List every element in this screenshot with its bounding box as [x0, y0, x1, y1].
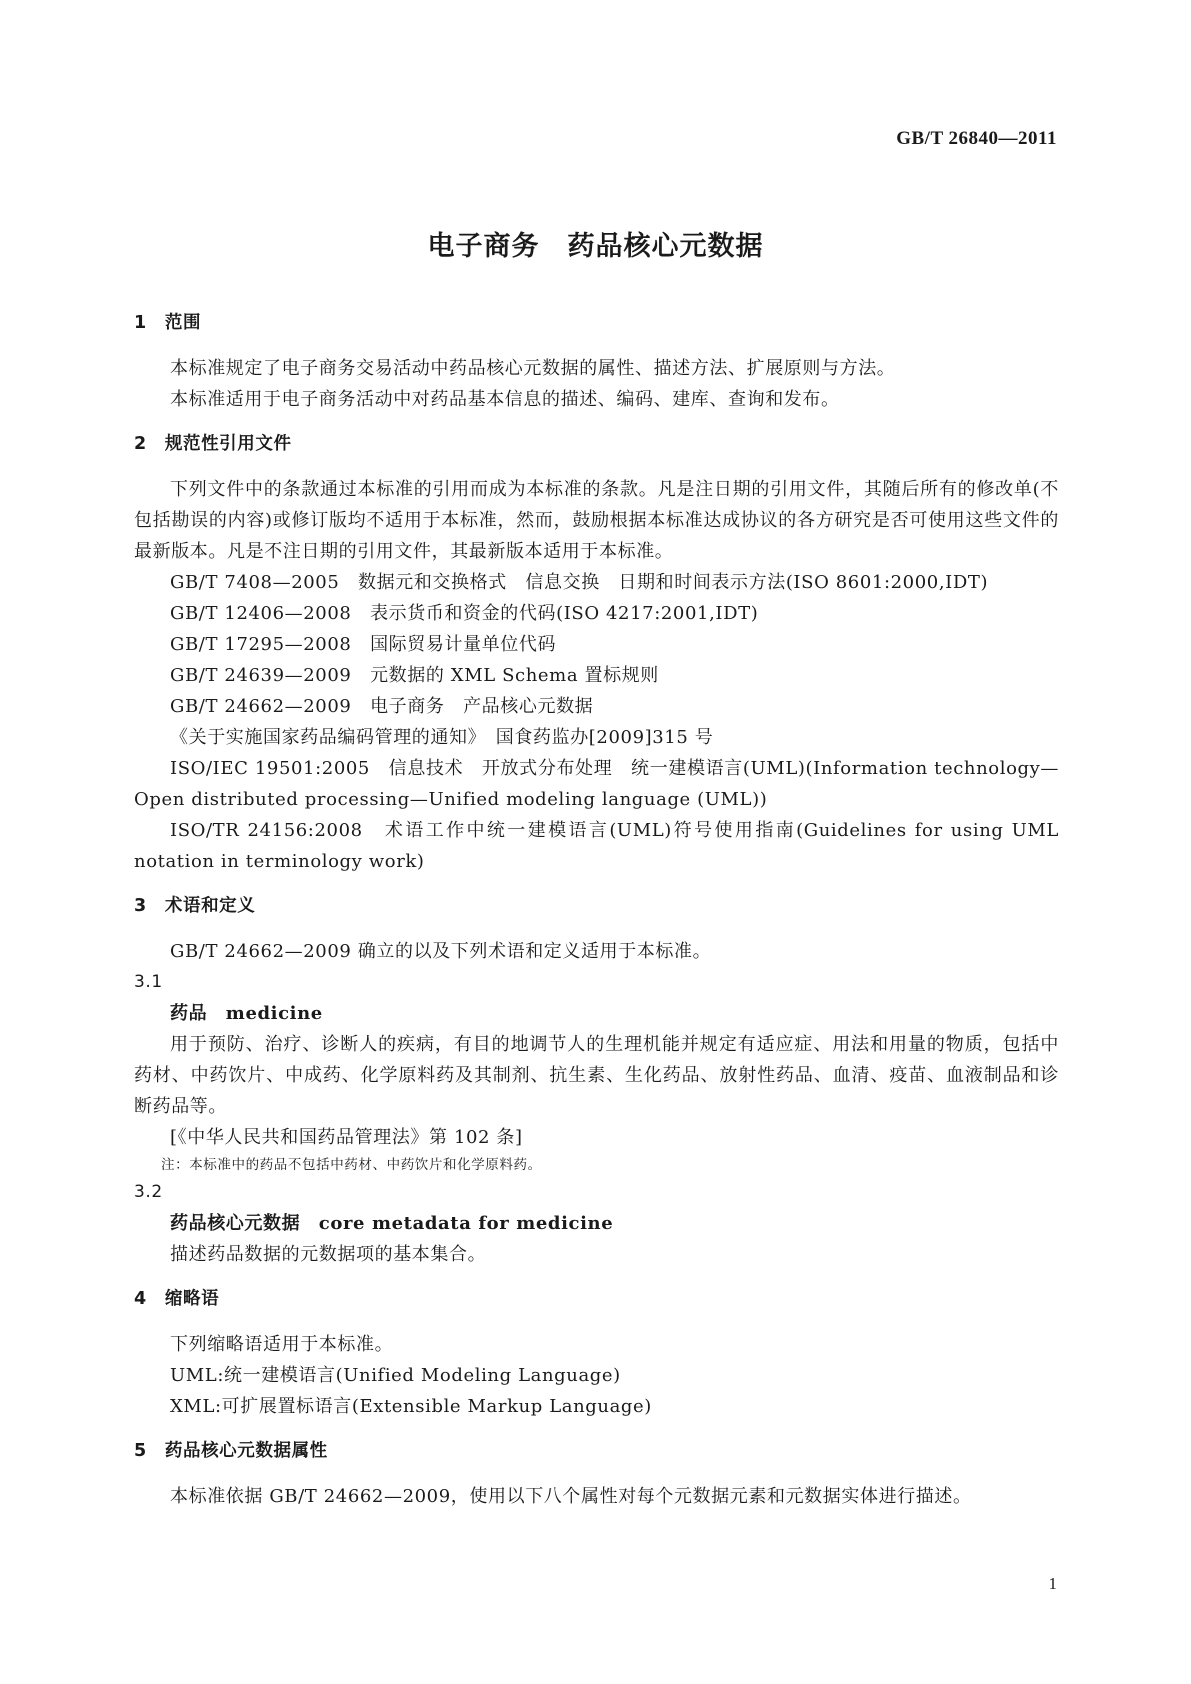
term-source: [《中华人民共和国药品管理法》第 102 条]: [170, 1127, 523, 1148]
page-number: 1: [1048, 1574, 1057, 1593]
term-number: 3.2: [134, 1182, 163, 1202]
section-heading-core-metadata-attributes: 5 药品核心元数据属性: [134, 1441, 328, 1461]
references-intro: 下列文件中的条款通过本标准的引用而成为本标准的条款。凡是注日期的引用文件，其随后所有的修改单(不包括勘误的内容)或修订版均不适用于本标准，然而，鼓励根据本标准达成协议的各方研究是否可使用这些文件的最新版本。凡是不注日期的引用文件，其最新版本适用于本标准。: [134, 479, 1059, 562]
reference-item: GB/T 7408—2005 数据元和交换格式 信息交换 日期和时间表示方法(ISO 8601:2000,IDT): [170, 572, 989, 593]
terms-intro: GB/T 24662—2009 确立的以及下列术语和定义适用于本标准。: [170, 941, 712, 962]
abbreviations-intro: 下列缩略语适用于本标准。: [170, 1334, 394, 1355]
abbreviation-item: UML:统一建模语言(Unified Modeling Language): [170, 1365, 621, 1386]
section-heading-terms-definitions: 3 术语和定义: [134, 896, 256, 916]
scope-para-2: 本标准适用于电子商务活动中对药品基本信息的描述、编码、建库、查询和发布。: [170, 389, 840, 410]
scope-para-1: 本标准规定了电子商务交易活动中药品核心元数据的属性、描述方法、扩展原则与方法。: [170, 358, 896, 379]
reference-item: 《关于实施国家药品编码管理的通知》 国食药监办[2009]315 号: [170, 727, 714, 748]
section-heading-abbreviations: 4 缩略语: [134, 1289, 220, 1309]
reference-item: GB/T 12406—2008 表示货币和资金的代码(ISO 4217:2001,IDT): [170, 603, 759, 624]
reference-item: GB/T 17295—2008 国际贸易计量单位代码: [170, 634, 557, 655]
term-note: 注：本标准中的药品不包括中药材、中药饮片和化学原料药。: [161, 1157, 542, 1173]
section-heading-normative-references: 2 规范性引用文件: [134, 434, 292, 454]
document-body: [134, 308, 1059, 1512]
reference-item-iso-24156: ISO/TR 24156:2008 术语工作中统一建模语言(UML)符号使用指南(Guidelines for using UML notation in terminology work): [134, 820, 1059, 872]
term-number: 3.1: [134, 972, 163, 992]
standard-number: GB/T 26840—2011: [896, 128, 1057, 149]
term-title-medicine: 药品 medicine: [170, 1003, 323, 1024]
term-definition-medicine: 用于预防、治疗、诊断人的疾病，有目的地调节人的生理机能并规定有适应症、用法和用量的物质，包括中药材、中药饮片、中成药、化学原料药及其制剂、抗生素、生化药品、放射性药品、血清、疫苗、血液制品和诊断药品等。: [134, 1034, 1059, 1117]
attributes-para: 本标准依据 GB/T 24662—2009，使用以下八个属性对每个元数据元素和元数据实体进行描述。: [170, 1486, 972, 1507]
document-title: 电子商务 药品核心元数据: [427, 231, 764, 262]
reference-item: GB/T 24662—2009 电子商务 产品核心元数据: [170, 696, 594, 717]
section-heading-scope: 1 范围: [134, 313, 202, 333]
abbreviation-item: XML:可扩展置标语言(Extensible Markup Language): [170, 1396, 652, 1417]
reference-item: GB/T 24639—2009 元数据的 XML Schema 置标规则: [170, 665, 659, 686]
term-title-core-metadata: 药品核心元数据 core metadata for medicine: [170, 1213, 614, 1234]
term-definition-core-metadata: 描述药品数据的元数据项的基本集合。: [170, 1244, 487, 1265]
reference-item-iso-19501: ISO/IEC 19501:2005 信息技术 开放式分布处理 统一建模语言(UML)(Information technology—Open distributed processing—Unified modeling language (UML)): [134, 758, 1059, 810]
